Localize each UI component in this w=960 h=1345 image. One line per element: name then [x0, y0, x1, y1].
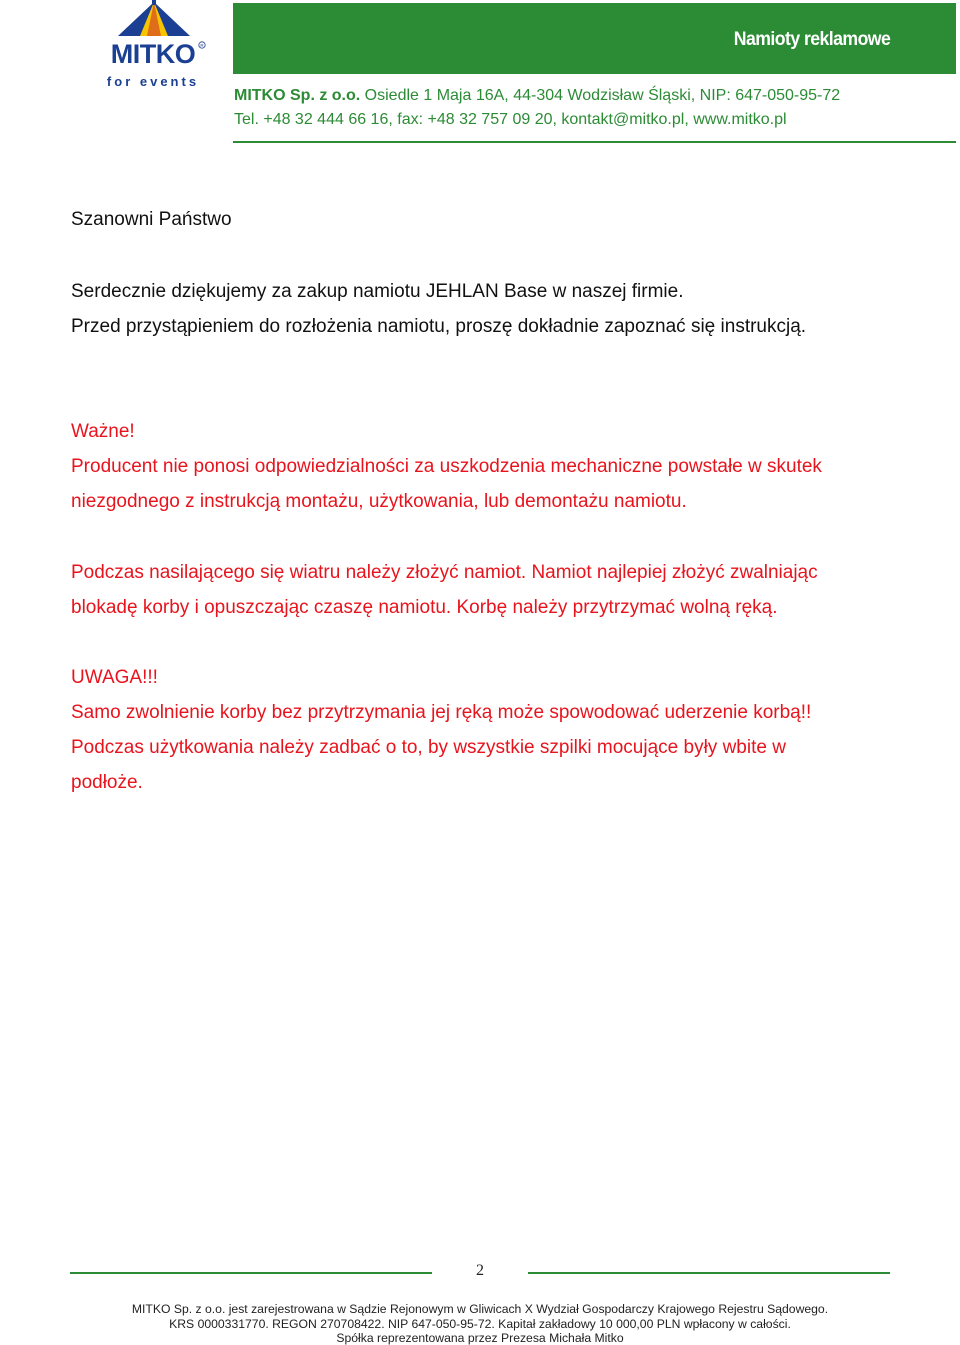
contact-address-line — [234, 87, 840, 105]
banner-title: Namioty reklamowe — [733, 29, 890, 50]
thanks-paragraph: Serdecznie dziękujemy za zakup namiotu JEHLAN Base w naszej firmie. — [71, 281, 684, 302]
logo-brand-text: MITKO — [110, 39, 196, 69]
footer-divider-right — [528, 1272, 890, 1274]
warning-line-1: Samo zwolnienie korby bez przytrzymania jej ręką może spowodować uderzenie korbą!! — [71, 702, 812, 723]
footer-representation-line: Spółka reprezentowana przez Prezesa Michała Mitko — [336, 1331, 624, 1345]
warning-line-3: podłoże. — [71, 772, 143, 793]
registered-mark: R — [200, 43, 204, 48]
footer-registration-line: MITKO Sp. z o.o. jest zarejestrowana w Sądzie Rejonowym w Gliwicach X Wydział Gospodarczy Krajowego Rejestru Sądowego. — [131, 1302, 829, 1316]
important-line-2: niezgodnego z instrukcją montażu, użytkowania, lub demontażu namiotu. — [71, 491, 687, 512]
important-heading: Ważne! — [71, 421, 135, 442]
contact-phone-line: Tel. +48 32 444 66 16, fax: +48 32 757 09 20, kontakt@mitko.pl, www.mitko.pl — [234, 111, 787, 128]
warning-heading: UWAGA!!! — [71, 667, 158, 688]
footer-krs-line: KRS 0000331770. REGON 270708422. NIP 647-050-95-72. Kapitał zakładowy 10 000,00 PLN wpłacony w całości. — [169, 1317, 791, 1331]
mitko-logo — [98, 0, 210, 92]
contact-address: Osiedle 1 Maja 16A, 44-304 Wodzisław Śląski, NIP: 647-050-95-72 — [360, 87, 841, 104]
header-banner — [233, 3, 956, 74]
contact-company-name: MITKO Sp. z o.o. — [234, 87, 361, 104]
page-number: 2 — [476, 1262, 484, 1279]
header-divider — [233, 141, 956, 143]
instructions-paragraph: Przed przystąpieniem do rozłożenia namiotu, proszę dokładnie zapoznać się instrukcją. — [71, 316, 807, 337]
wind-line-2: blokadę korby i opuszczając czaszę namiotu. Korbę należy przytrzymać wolną ręką. — [71, 597, 778, 618]
logo-tagline-text: for events — [106, 74, 200, 89]
wind-line-1: Podczas nasilającego się wiatru należy złożyć namiot. Namiot najlepiej złożyć zwalniając — [71, 562, 818, 583]
warning-line-2: Podczas użytkowania należy zadbać o to, by wszystkie szpilki mocujące były wbite w — [71, 737, 786, 758]
salutation: Szanowni Państwo — [71, 209, 232, 230]
tent-logo-icon — [98, 0, 210, 92]
important-line-1: Producent nie ponosi odpowiedzialności za uszkodzenia mechaniczne powstałe w skutek — [71, 456, 822, 477]
